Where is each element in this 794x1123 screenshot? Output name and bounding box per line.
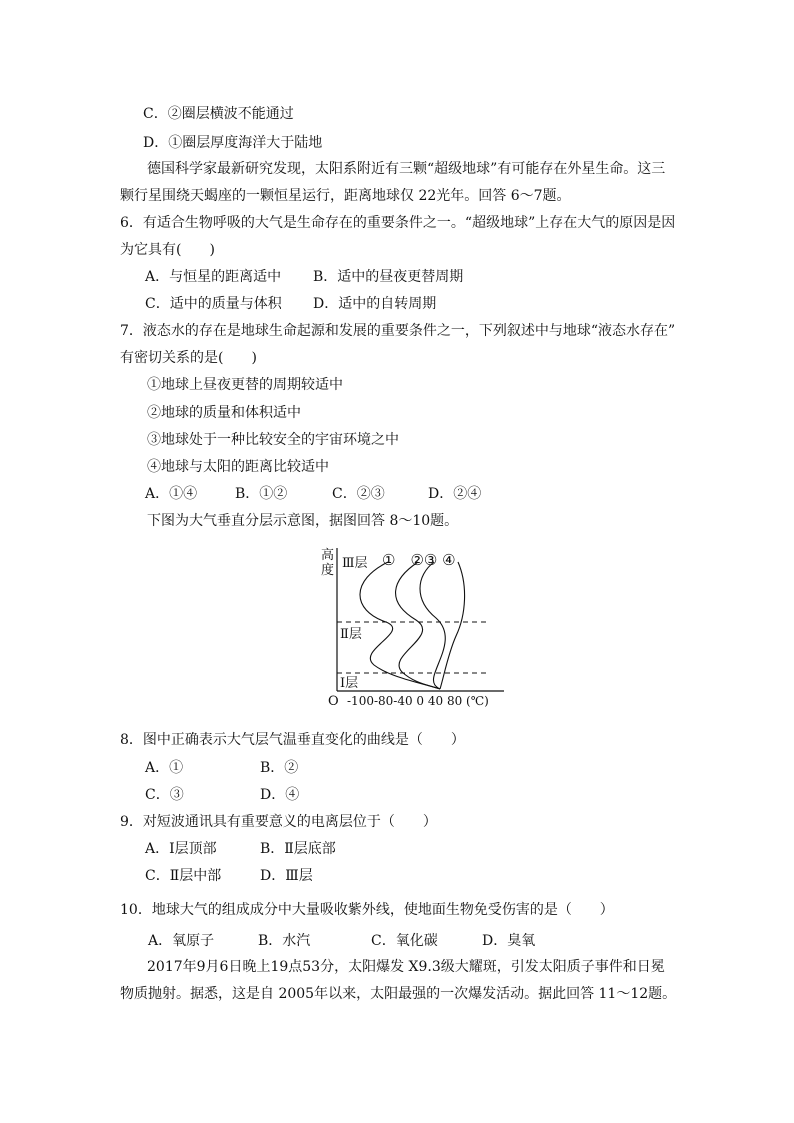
q7-option-b: B．①② [235,486,288,502]
q9-option-d: D．Ⅲ层 [260,868,313,884]
q10-option-c: C．氧化碳 [371,933,438,949]
layer-1-label: Ⅰ层 [340,676,359,691]
passage2-line2: 物质抛射。据悉，这是自 2005年以来，太阳最强的一次爆发活动。据此回答 11～12题。 [120,986,677,1002]
q7-statement-4: ④地球与太阳的距离比较适中 [147,459,329,475]
figure-intro: 下图为大气垂直分层示意图，据图回答 8～10题。 [147,513,459,529]
layer-2-label: Ⅱ层 [340,627,362,642]
q5-option-d: D．①圈层厚度海洋大于陆地 [143,135,323,151]
q8-stem: 8．图中正确表示大气层气温垂直变化的曲线是（ ） [120,732,465,748]
q9-option-a: A．Ⅰ层顶部 [145,841,217,857]
x-axis-ticks: -100-80-40 0 40 80 (℃) [347,694,489,708]
q6-option-c: C．适中的质量与体积 [145,296,282,312]
q7-stem-line2: 有密切关系的是( ) [120,350,257,366]
q7-statement-3: ③地球处于一种比较安全的宇宙环境之中 [147,432,399,448]
q7-option-d: D．②④ [428,486,482,502]
q5-option-c: C．②圈层横波不能通过 [143,106,294,122]
q6-stem-line2: 为它具有( ) [120,242,215,258]
curve-4 [440,562,465,689]
q8-option-d: D．④ [260,787,300,803]
atmosphere-layer-diagram [316,540,526,712]
curve-labels: ① ②③ ④ [382,551,456,569]
q10-option-d: D．臭氧 [482,933,536,949]
y-axis-label-2: 度 [321,563,335,578]
q9-stem: 9．对短波通讯具有重要意义的电离层位于（ ） [120,814,437,830]
q7-option-a: A．①④ [145,486,198,502]
passage1-line2: 颗行星围绕天蝎座的一颗恒星运行，距离地球仅 22光年。回答 6～7题。 [120,188,571,204]
q6-stem-line1: 6．有适合生物呼吸的大气是生命存在的重要条件之一。“超级地球”上存在大气的原因是因 [120,215,676,231]
q7-option-c: C．②③ [332,486,385,502]
layer-3-label: Ⅲ层 [342,556,368,571]
q10-option-b: B．水汽 [258,933,311,949]
y-axis-label-1: 高 [321,548,335,563]
q9-option-b: B．Ⅱ层底部 [260,841,336,857]
q7-stem-line1: 7．液态水的存在是地球生命起源和发展的重要条件之一，下列叙述中与地球“液态水存在” [120,323,676,339]
passage2-line1: 2017年9月6日晚上19点53分，太阳爆发 X9.3级大耀斑，引发太阳质子事件和日冕 [147,959,665,975]
q9-option-c: C．Ⅱ层中部 [145,868,222,884]
q7-statement-1: ①地球上昼夜更替的周期较适中 [147,377,343,393]
q7-statement-2: ②地球的质量和体积适中 [147,405,301,421]
q8-option-b: B．② [260,760,299,776]
passage1-line1: 德国科学家最新研究发现，太阳系附近有三颗“超级地球”有可能存在外星生命。这三 [147,161,666,177]
q6-option-a: A．与恒星的距离适中 [145,269,282,285]
q8-option-c: C．③ [145,787,184,803]
q6-option-b: B．适中的昼夜更替周期 [313,269,464,285]
curve-2-3-inner [420,562,445,689]
q6-option-d: D．适中的自转周期 [313,296,437,312]
q8-option-a: A．① [145,760,184,776]
curve-2-3 [396,562,440,689]
origin-label: O [328,694,339,709]
q10-stem: 10．地球大气的组成成分中大量吸收紫外线，使地面生物免受伤害的是（ ） [120,902,614,918]
q10-option-a: A．氧原子 [148,933,215,949]
